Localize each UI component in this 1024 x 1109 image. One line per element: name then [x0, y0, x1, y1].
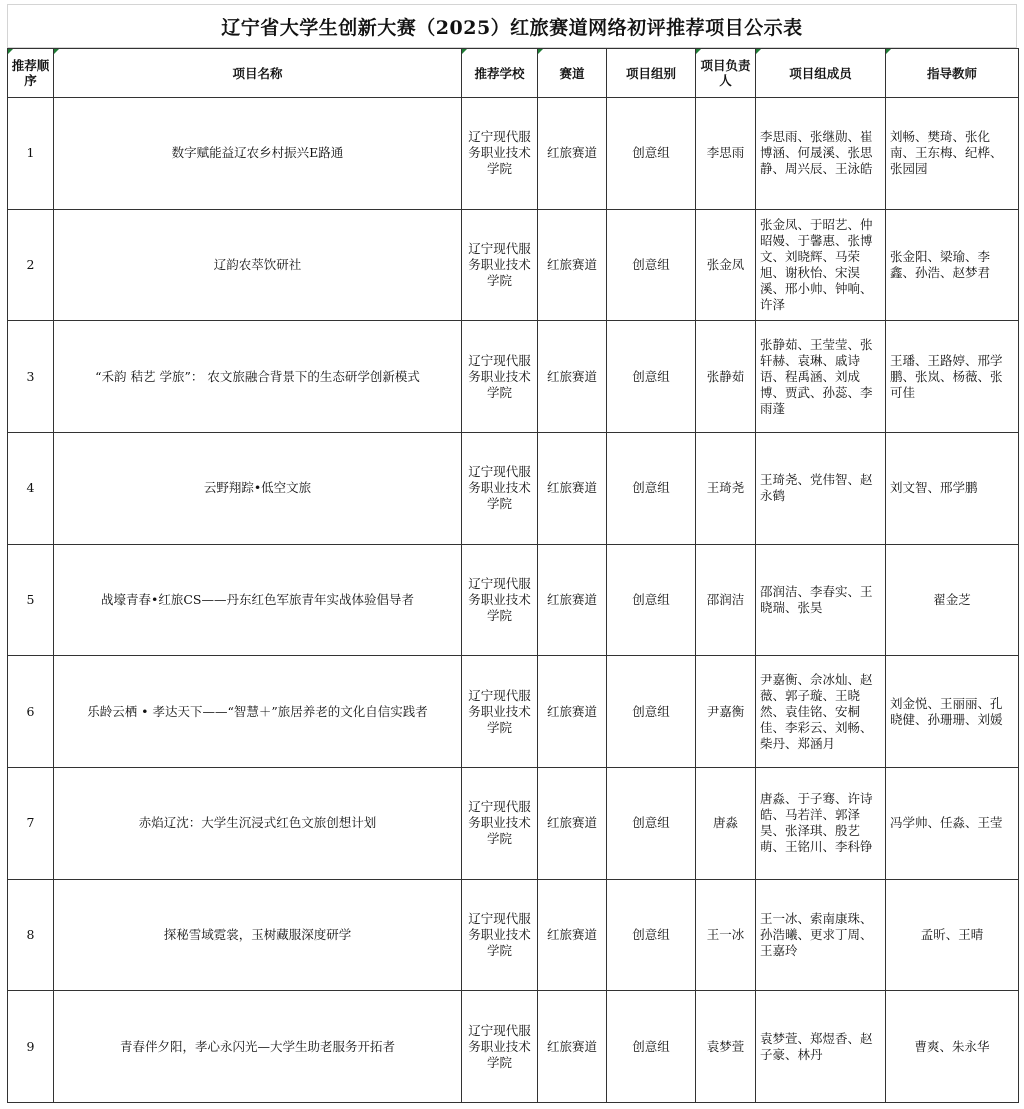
cell-order: 3	[8, 321, 54, 433]
cell-leader: 尹嘉衡	[696, 656, 756, 768]
header-members	[756, 49, 886, 98]
table-row	[8, 767, 1019, 879]
cell-school: 辽宁现代服务职业技术学院	[462, 991, 538, 1103]
header-leader	[696, 49, 756, 98]
table-row	[8, 656, 1019, 768]
header-track	[538, 49, 607, 98]
cell-teachers: 刘金悦、王丽丽、孔晓健、孙珊珊、刘媛	[886, 656, 1019, 768]
header-name	[54, 49, 462, 98]
cell-order: 8	[8, 879, 54, 991]
cell-project-name: 数字赋能益辽农乡村振兴E路通	[54, 98, 462, 210]
cell-track: 红旅赛道	[538, 98, 607, 210]
comment-marker	[54, 49, 59, 54]
cell-teachers: 孟昕、王晴	[886, 879, 1019, 991]
cell-group: 创意组	[607, 98, 696, 210]
cell-members: 李思雨、张继勋、崔博涵、何晟溪、张思静、周兴辰、王泳皓	[756, 98, 886, 210]
cell-school: 辽宁现代服务职业技术学院	[462, 321, 538, 433]
cell-teachers: 翟金芝	[886, 544, 1019, 656]
header-group-label: 项目组别	[625, 65, 676, 81]
cell-leader: 王琦尧	[696, 432, 756, 544]
comment-marker	[696, 49, 701, 54]
header-teachers-label: 指导教师	[926, 65, 977, 81]
cell-project-name: “禾韵 秸艺 学旅”： 农文旅融合背景下的生态研学创新模式	[54, 321, 462, 433]
cell-members: 张静茹、王莹莹、张轩赫、袁琳、戚诗语、程禹涵、刘成博、贾武、孙蕊、李雨蓬	[756, 321, 886, 433]
cell-teachers: 刘畅、樊琦、张化南、王东梅、纪桦、张园园	[886, 98, 1019, 210]
cell-track: 红旅赛道	[538, 544, 607, 656]
cell-track: 红旅赛道	[538, 209, 607, 321]
cell-order: 5	[8, 544, 54, 656]
cell-group: 创意组	[607, 544, 696, 656]
cell-track: 红旅赛道	[538, 656, 607, 768]
cell-order: 2	[8, 209, 54, 321]
cell-order: 9	[8, 991, 54, 1103]
cell-school: 辽宁现代服务职业技术学院	[462, 767, 538, 879]
header-order	[8, 49, 54, 98]
header-order-label: 推荐顺序	[11, 58, 50, 88]
header-members-label: 项目组成员	[789, 65, 852, 81]
cell-group: 创意组	[607, 432, 696, 544]
cell-project-name: 青春伴夕阳，孝心永闪光—大学生助老服务开拓者	[54, 991, 462, 1103]
table-row	[8, 879, 1019, 991]
cell-group: 创意组	[607, 879, 696, 991]
cell-school: 辽宁现代服务职业技术学院	[462, 544, 538, 656]
cell-teachers: 曹爽、朱永华	[886, 991, 1019, 1103]
table-row	[8, 98, 1019, 210]
header-teachers	[886, 49, 1019, 98]
comment-marker	[538, 49, 543, 54]
table-row	[8, 321, 1019, 433]
header-school-label: 推荐学校	[474, 65, 525, 81]
cell-leader: 王一冰	[696, 879, 756, 991]
comment-marker	[8, 49, 13, 54]
cell-school: 辽宁现代服务职业技术学院	[462, 879, 538, 991]
cell-leader: 唐淼	[696, 767, 756, 879]
table-body	[8, 98, 1019, 1103]
cell-members: 王一冰、索南康珠、孙浩曦、更求丁周、王嘉玲	[756, 879, 886, 991]
cell-order: 4	[8, 432, 54, 544]
cell-project-name: 赤焰辽沈：大学生沉浸式红色文旅创想计划	[54, 767, 462, 879]
cell-leader: 张金凤	[696, 209, 756, 321]
cell-project-name: 探秘雪域霓裳，玉树藏服深度研学	[54, 879, 462, 991]
header-name-label: 项目名称	[232, 65, 283, 81]
cell-members: 尹嘉衡、佘冰灿、赵薇、郭子璇、王晓然、袁佳铭、安桐佳、李彩云、刘畅、柴丹、郑涵月	[756, 656, 886, 768]
cell-project-name: 乐龄云栖 • 孝达天下——“智慧＋”旅居养老的文化自信实践者	[54, 656, 462, 768]
table-row	[8, 209, 1019, 321]
header-school	[462, 49, 538, 98]
cell-school: 辽宁现代服务职业技术学院	[462, 98, 538, 210]
cell-group: 创意组	[607, 767, 696, 879]
cell-track: 红旅赛道	[538, 321, 607, 433]
cell-order: 6	[8, 656, 54, 768]
cell-school: 辽宁现代服务职业技术学院	[462, 656, 538, 768]
cell-leader: 张静茹	[696, 321, 756, 433]
cell-school: 辽宁现代服务职业技术学院	[462, 432, 538, 544]
header-leader-label: 项目负责人	[700, 58, 751, 88]
header-group	[607, 49, 696, 98]
cell-members: 唐淼、于子骞、许诗皓、马若洋、郭泽昊、张泽琪、殷艺萌、王铭川、李科铮	[756, 767, 886, 879]
table-header	[8, 49, 1019, 98]
cell-teachers: 王璠、王路婷、邢学鹏、张岚、杨薇、张可佳	[886, 321, 1019, 433]
comment-marker	[886, 49, 891, 54]
cell-leader: 袁梦萱	[696, 991, 756, 1103]
cell-group: 创意组	[607, 321, 696, 433]
cell-order: 7	[8, 767, 54, 879]
cell-project-name: 辽韵农萃饮研社	[54, 209, 462, 321]
cell-group: 创意组	[607, 209, 696, 321]
cell-teachers: 张金阳、梁瑜、李鑫、孙浩、赵梦君	[886, 209, 1019, 321]
cell-group: 创意组	[607, 991, 696, 1103]
comment-marker	[756, 49, 761, 54]
title-bar	[7, 4, 1017, 48]
cell-school: 辽宁现代服务职业技术学院	[462, 209, 538, 321]
cell-track: 红旅赛道	[538, 767, 607, 879]
cell-teachers: 冯学帅、任淼、王莹	[886, 767, 1019, 879]
table-row	[8, 544, 1019, 656]
cell-project-name: 战壕青春•红旅CS——丹东红色军旅青年实战体验倡导者	[54, 544, 462, 656]
cell-teachers: 刘文智、邢学鹏	[886, 432, 1019, 544]
cell-project-name: 云野翔踪•低空文旅	[54, 432, 462, 544]
cell-leader: 邵润洁	[696, 544, 756, 656]
comment-marker	[462, 49, 467, 54]
cell-order: 1	[8, 98, 54, 210]
cell-track: 红旅赛道	[538, 991, 607, 1103]
header-row	[8, 49, 1019, 98]
cell-members: 邵润洁、李春实、王晓瑞、张昊	[756, 544, 886, 656]
cell-track: 红旅赛道	[538, 432, 607, 544]
page-title: 辽宁省大学生创新大赛（2025）红旅赛道网络初评推荐项目公示表	[221, 16, 803, 39]
cell-track: 红旅赛道	[538, 879, 607, 991]
header-track-label: 赛道	[559, 65, 585, 81]
project-table	[7, 48, 1019, 1103]
cell-members: 张金凤、于昭艺、仲昭嫚、于馨惠、张博文、刘晓辉、马荣旭、谢秋怡、宋淏溪、邢小帅、钟响、许泽	[756, 209, 886, 321]
table-row	[8, 991, 1019, 1103]
cell-members: 王琦尧、党伟智、赵永鹤	[756, 432, 886, 544]
cell-group: 创意组	[607, 656, 696, 768]
cell-leader: 李思雨	[696, 98, 756, 210]
table-row	[8, 432, 1019, 544]
cell-members: 袁梦萱、郑煜香、赵子豪、林丹	[756, 991, 886, 1103]
